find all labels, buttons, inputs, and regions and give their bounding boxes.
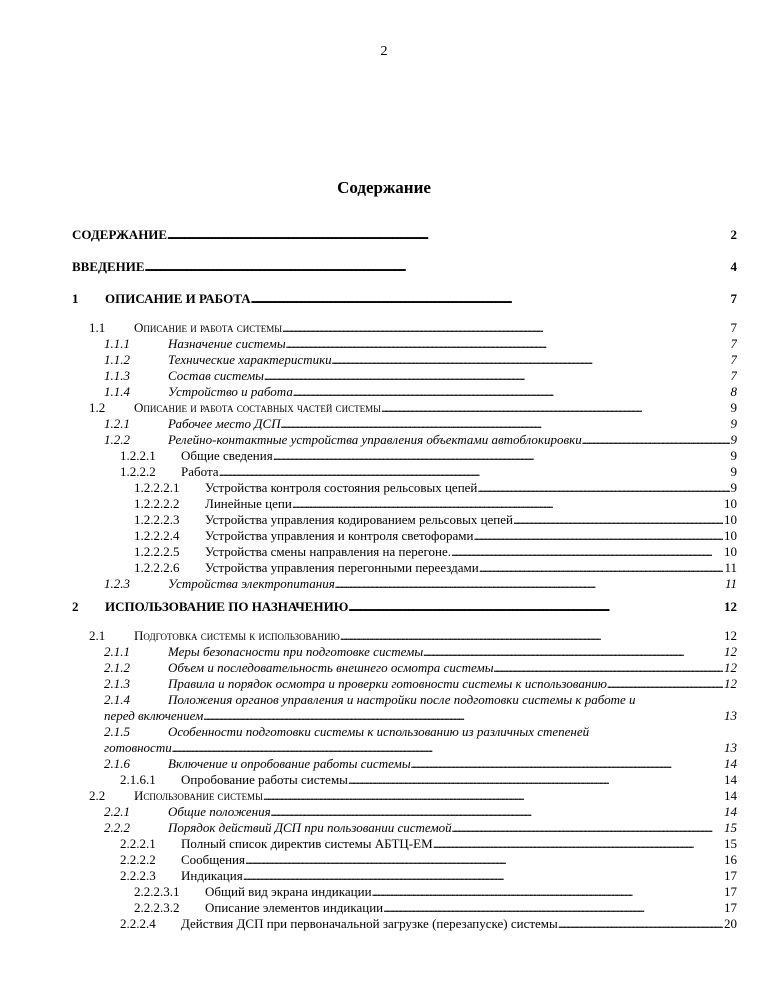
toc-entry-title: Действия ДСП при первоначальной загрузке (перезапуске) системы: [181, 916, 558, 931]
toc-entry-title: Порядок действий ДСП при пользовании системой: [168, 820, 452, 835]
toc-entry-page: 11: [724, 560, 737, 575]
toc-entry-number: 1.2.2.2: [120, 464, 156, 479]
toc-entry-page: 9: [730, 464, 737, 479]
toc-entry-page: 7: [730, 368, 737, 383]
toc-entry-title: Общий вид экрана индикации: [205, 884, 372, 899]
toc-entry-number: 1.1.3: [104, 368, 130, 383]
toc-entry[interactable]: [72, 772, 737, 788]
toc-entry-title: Устройства управления и контроля светофорами: [205, 528, 474, 543]
toc-entry[interactable]: [72, 676, 737, 692]
toc-entry[interactable]: [72, 916, 737, 932]
toc-entry-number: 2.1.6.1: [120, 772, 156, 787]
dot-leader: [582, 432, 730, 448]
toc-entry[interactable]: [72, 660, 737, 676]
toc-entry-line: [205, 544, 737, 560]
toc-entry[interactable]: [72, 368, 737, 384]
toc-entry[interactable]: [72, 820, 737, 836]
toc-entry-title: Устройства управления перегонными переездами: [205, 560, 479, 575]
dot-leader: [451, 544, 723, 560]
toc-entry-page: 10: [724, 528, 737, 543]
toc-entry-title: Работа: [181, 464, 219, 479]
toc-entry-page: 20: [724, 916, 737, 931]
toc-entry-line: [168, 756, 737, 772]
toc-entry-page: 11: [724, 576, 737, 591]
toc-entry-title: Подготовка системы к использованию: [134, 628, 340, 643]
toc-entry[interactable]: [72, 692, 737, 724]
toc-entry-title: Индикация: [181, 868, 243, 883]
toc-entry[interactable]: [72, 756, 737, 772]
toc-entry-number: 1.2.2.2.4: [134, 528, 180, 543]
dot-leader: [172, 740, 723, 756]
dot-leader: [607, 676, 723, 692]
toc-entry-page: 10: [724, 512, 737, 527]
dot-leader: [348, 772, 723, 788]
toc-entry-page: 7: [730, 291, 737, 306]
toc-entry-line: [105, 290, 737, 308]
toc-entry-number: 1.1.1: [104, 336, 130, 351]
toc-entry[interactable]: [72, 804, 737, 820]
dot-leader: [335, 576, 724, 592]
toc-entry-title: Устройства контроля состояния рельсовых цепей: [205, 480, 478, 495]
toc-entry-title: Положения органов управления и настройки после подготовки системы к работе и: [168, 692, 636, 707]
toc-entry-line: [134, 400, 737, 416]
toc-entry-line: [181, 836, 737, 852]
toc-entry-page: 17: [724, 884, 737, 899]
toc-entry-number: 2.2.2.1: [120, 836, 156, 851]
toc-entry-title: Использование системы: [134, 788, 263, 803]
toc-entry-line: [181, 916, 737, 932]
toc-entry-line: [181, 772, 737, 788]
toc-entry-page: 2: [730, 227, 737, 242]
toc-entry-title-continuation: готовности: [104, 740, 172, 755]
dot-leader: [383, 900, 723, 916]
toc-entry-page: 17: [724, 900, 737, 915]
toc-entry[interactable]: [72, 416, 737, 432]
toc-entry-line: [181, 448, 737, 464]
toc-entry-number: 2.2.2.3: [120, 868, 156, 883]
dot-leader: [282, 320, 729, 336]
toc-entry-line: [205, 480, 737, 496]
toc-entry[interactable]: [72, 258, 737, 276]
toc-entry[interactable]: [72, 432, 737, 448]
dot-leader: [219, 464, 730, 480]
toc-entry[interactable]: [72, 644, 737, 660]
toc-entry[interactable]: [72, 480, 737, 496]
toc-entry-number: 1.2.1: [104, 416, 130, 431]
toc-entry-line: [134, 628, 737, 644]
toc-entry-number: 2.2: [89, 788, 106, 803]
toc-entry-number: 1.2.2.2.6: [134, 560, 180, 575]
toc-entry-number: 2.2.2.4: [120, 916, 156, 931]
toc-entry-line: [105, 598, 737, 616]
toc-entry-title: Меры безопасности при подготовке системы: [168, 644, 424, 659]
toc-entry-title: Опробование работы системы: [181, 772, 348, 787]
toc-entry-page: 16: [724, 852, 737, 867]
dot-leader: [348, 598, 723, 616]
toc-entry-number: 2.2.2.3.1: [134, 884, 180, 899]
toc-entry[interactable]: [72, 900, 737, 916]
toc-entry-line: [168, 644, 737, 660]
toc-entry[interactable]: [72, 544, 737, 560]
toc-entry[interactable]: [72, 628, 737, 644]
toc-entry[interactable]: [72, 576, 737, 592]
toc-entry-line: [205, 528, 737, 544]
toc-entry-title: Линейные цепи: [205, 496, 292, 511]
toc-entry-page: 14: [724, 756, 737, 771]
toc-entry-title: Устройства электропитания: [168, 576, 335, 591]
dot-leader: [292, 496, 723, 512]
toc-entry[interactable]: [72, 788, 737, 804]
toc-entry-page: 7: [730, 320, 737, 335]
toc-entry[interactable]: [72, 226, 737, 244]
toc-entry-title: Описание и работа системы: [134, 320, 283, 335]
toc-entry-page: 13: [724, 708, 737, 723]
toc-entry-line: [168, 384, 737, 400]
toc-entry-title: Устройства смены направления на перегоне.: [205, 544, 451, 559]
toc-entry[interactable]: [72, 884, 737, 900]
toc-entry-line: [168, 352, 737, 368]
toc-entry-title: Правила и порядок осмотра и проверки готовности системы к использованию: [168, 676, 607, 691]
toc-entry-title: Назначение системы: [168, 336, 286, 351]
toc-entry[interactable]: [72, 512, 737, 528]
toc-entry-number: 1.2.2: [104, 432, 130, 447]
toc-entry[interactable]: [72, 868, 737, 884]
dot-leader: [286, 336, 730, 352]
toc-entry-number: 1.2.2.2.1: [134, 480, 180, 495]
toc-entry-title: Рабочее место ДСП: [168, 416, 281, 431]
toc-entry-line: [72, 258, 737, 276]
toc-entry-line: [205, 884, 737, 900]
dot-leader: [433, 836, 723, 852]
toc-entry-title: ВВЕДЕНИЕ: [72, 259, 145, 274]
toc-entry-title: ОПИСАНИЕ И РАБОТА: [105, 291, 251, 306]
toc-entry-line: [72, 226, 737, 244]
toc-entry-page: 9: [730, 432, 737, 447]
toc-entry-line: [168, 804, 737, 820]
toc-entry-title: Сообщения: [181, 852, 245, 867]
toc-entry-page: 12: [724, 660, 737, 675]
toc-entry-line: [168, 820, 737, 836]
toc-entry-number: 2: [72, 599, 79, 614]
toc-entry-line: [134, 788, 737, 804]
dot-leader: [263, 788, 723, 804]
dot-leader: [423, 644, 723, 660]
toc-entry-line: [104, 740, 737, 756]
toc-entry-line: [168, 368, 737, 384]
toc-entry-number: 2.2.2.2: [120, 852, 156, 867]
toc-entry-page: 14: [724, 788, 737, 803]
toc-entry-title: Включение и опробование работы системы: [168, 756, 411, 771]
toc-entry-number: 1.2.2.2.5: [134, 544, 180, 559]
toc-entry-page: 7: [730, 352, 737, 367]
dot-leader: [477, 480, 729, 496]
toc-entry-page: 9: [730, 448, 737, 463]
toc-entry-title: Состав системы: [168, 368, 264, 383]
toc-entry-title: Устройство и работа: [168, 384, 293, 399]
toc-entry-title: Полный список директив системы АБТЦ-ЕМ: [181, 836, 433, 851]
dot-leader: [273, 448, 730, 464]
dot-leader: [293, 384, 730, 400]
toc-entry-line: [168, 660, 737, 676]
dot-leader: [167, 226, 729, 244]
toc-entry[interactable]: [72, 448, 737, 464]
toc-entry-line: [168, 416, 737, 432]
toc-title: Содержание: [337, 178, 431, 197]
toc-entry-number: 1.1.2: [104, 352, 130, 367]
toc-entry[interactable]: [72, 464, 737, 480]
toc-entry-line: [168, 432, 737, 448]
toc-entry-page: 17: [724, 868, 737, 883]
toc-entry-title-continuation: перед включением: [104, 708, 204, 723]
toc-entry[interactable]: [72, 384, 737, 400]
toc-entry-title: Общие положения: [168, 804, 271, 819]
dot-leader: [281, 416, 730, 432]
toc-entry-title: Общие сведения: [181, 448, 273, 463]
toc-entry-line: [181, 464, 737, 480]
dot-leader: [243, 868, 723, 884]
toc-entry-page: 12: [724, 628, 737, 643]
toc-entry-line: [205, 496, 737, 512]
toc-entry[interactable]: [72, 852, 737, 868]
dot-leader: [479, 560, 724, 576]
dot-leader: [381, 400, 730, 416]
toc-entry-number: 2.1.2: [104, 660, 130, 675]
page-number: 2: [380, 44, 388, 59]
toc-entry-line: [181, 852, 737, 868]
toc-entry-line: [205, 560, 737, 576]
toc-entry-number: 1.2: [89, 400, 106, 415]
dot-leader: [558, 916, 723, 932]
toc-entry[interactable]: [72, 836, 737, 852]
toc-entry-page: 14: [724, 804, 737, 819]
toc-entry-number: 2.1: [89, 628, 106, 643]
toc-entry-page: 8: [730, 384, 737, 399]
toc-entry-line: [168, 676, 737, 692]
toc-entry-number: 1.2.3: [104, 576, 130, 591]
toc-entry-page: 7: [730, 336, 737, 351]
toc-entry-number: 1: [72, 291, 79, 306]
dot-leader: [494, 660, 723, 676]
dot-leader: [332, 352, 730, 368]
toc-entry-number: 2.1.5: [104, 724, 130, 739]
dot-leader: [203, 708, 723, 724]
toc-entry-number: 1.1: [89, 320, 106, 335]
toc-entry-number: 1.2.2.2.3: [134, 512, 180, 527]
toc-entry-title: Описание и работа составных частей системы: [134, 400, 381, 415]
toc-entry-line: [205, 512, 737, 528]
toc-entry-line: [168, 336, 737, 352]
toc-entry-number: 2.1.1: [104, 644, 130, 659]
toc-entry-line: [181, 868, 737, 884]
toc-entry-title: Технические характеристики: [168, 352, 332, 367]
dot-leader: [145, 258, 730, 276]
dot-leader: [372, 884, 723, 900]
dot-leader: [411, 756, 723, 772]
toc-entry-number: 2.1.3: [104, 676, 130, 691]
toc-entry[interactable]: [72, 560, 737, 576]
toc-entry-number: 2.1.4: [104, 692, 130, 707]
dot-leader: [271, 804, 723, 820]
toc-entry-page: 10: [724, 496, 737, 511]
table-of-contents: [72, 226, 737, 932]
toc-entry-line: [134, 320, 737, 336]
toc-entry-number: 1.2.2.1: [120, 448, 156, 463]
toc-entry-line: [205, 900, 737, 916]
toc-entry-number: 2.1.6: [104, 756, 130, 771]
toc-entry-title: Релейно-контактные устройства управления объектами автоблокировки: [168, 432, 582, 447]
toc-entry[interactable]: [72, 598, 737, 616]
dot-leader: [452, 820, 723, 836]
toc-entry-page: 13: [724, 740, 737, 755]
toc-entry-page: 14: [724, 772, 737, 787]
toc-entry-page: 4: [730, 259, 737, 274]
toc-entry[interactable]: [72, 320, 737, 336]
toc-entry-number: 2.2.2: [104, 820, 130, 835]
toc-entry-title: Описание элементов индикации: [205, 900, 384, 915]
toc-entry[interactable]: [72, 290, 737, 308]
toc-entry-title: Объем и последовательность внешнего осмотра системы: [168, 660, 494, 675]
dot-leader: [340, 628, 723, 644]
toc-entry[interactable]: [72, 724, 737, 756]
dot-leader: [513, 512, 723, 528]
toc-entry-number: 2.2.1: [104, 804, 130, 819]
toc-entry-page: 9: [730, 480, 737, 495]
toc-entry-number: 2.2.2.3.2: [134, 900, 180, 915]
toc-entry-page: 9: [730, 400, 737, 415]
toc-entry-page: 15: [724, 836, 737, 851]
toc-entry-line: [104, 708, 737, 724]
toc-entry-number: 1.2.2.2.2: [134, 496, 180, 511]
toc-entry-page: 12: [724, 599, 737, 614]
dot-leader: [251, 290, 730, 308]
toc-entry-number: 1.1.4: [104, 384, 130, 399]
toc-entry-page: 12: [724, 676, 737, 691]
dot-leader: [264, 368, 730, 384]
toc-entry-page: 12: [724, 644, 737, 659]
toc-entry[interactable]: [72, 400, 737, 416]
toc-entry[interactable]: [72, 528, 737, 544]
toc-entry-title: Устройства управления кодированием рельсовых цепей: [205, 512, 513, 527]
toc-entry-page: 9: [730, 416, 737, 431]
dot-leader: [245, 852, 723, 868]
toc-entry[interactable]: [72, 496, 737, 512]
toc-entry-page: 10: [724, 544, 737, 559]
toc-entry[interactable]: [72, 352, 737, 368]
toc-entry-page: 15: [724, 820, 737, 835]
toc-entry[interactable]: [72, 336, 737, 352]
toc-entry-title: Особенности подготовки системы к использованию из различных степеней: [168, 724, 590, 739]
toc-entry-line: [168, 576, 737, 592]
dot-leader: [473, 528, 723, 544]
toc-entry-title: ИСПОЛЬЗОВАНИЕ ПО НАЗНАЧЕНИЮ: [105, 599, 349, 614]
toc-entry-title: СОДЕРЖАНИЕ: [72, 227, 168, 242]
